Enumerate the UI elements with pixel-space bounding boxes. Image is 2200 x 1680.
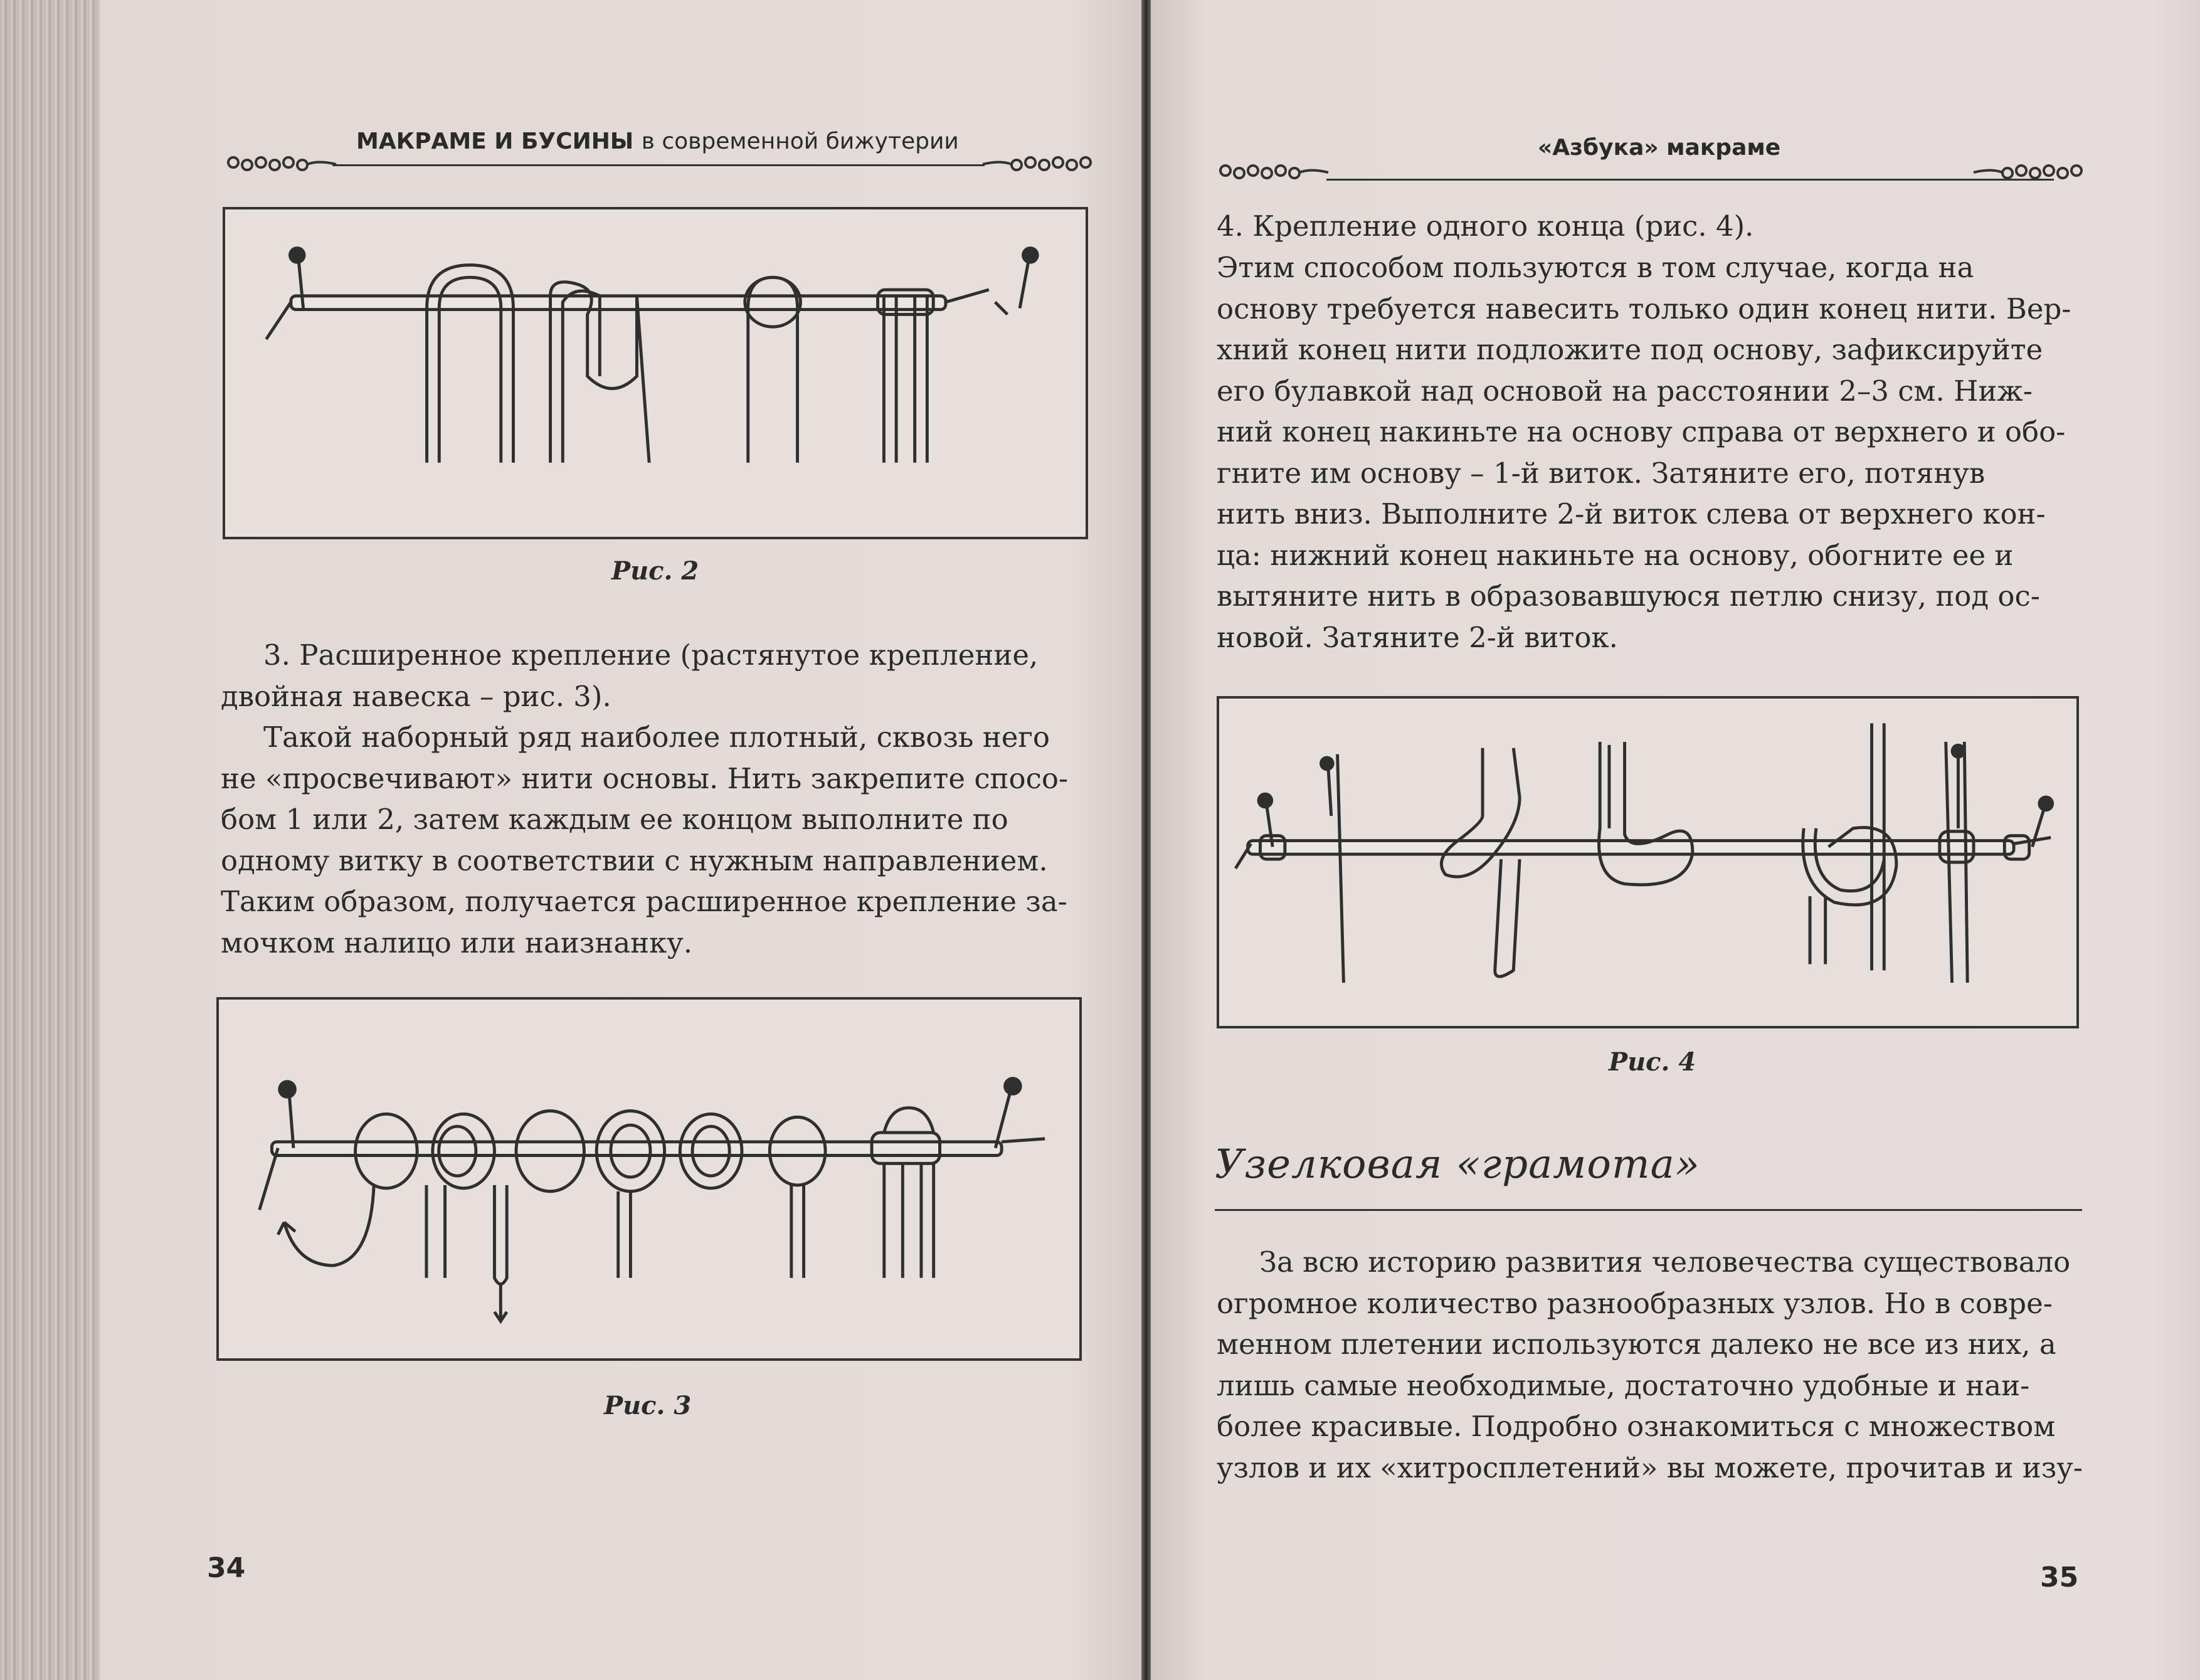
figure-3-frame [216,997,1082,1361]
figure-3-caption: Рис. 3 [604,1391,692,1420]
paragraph-4-heading [1217,206,1753,247]
book-gutter [1141,0,1151,1680]
running-head-light: в современной бижутерии [641,129,959,154]
section-title: Узелковая «грамота» [1215,1141,1700,1188]
text-line: менном плетении используются далеко не все из них, а [1217,1328,2056,1361]
figure-4-frame [1217,696,2079,1028]
text-line: лишь самые необходимые, достаточно удобные и наи- [1217,1368,2030,1402]
page-edges [0,0,100,1680]
text-line: Такой наборный ряд наиболее плотный, сквозь него [263,721,1050,754]
head-rule-left [332,164,985,166]
text-line: огромное количество разнообразных узлов. Но в совре- [1217,1286,2053,1320]
text-line: не «просвечивают» нити основы. Нить закрепите спосо- [221,761,1069,795]
ornament-left-icon [225,154,337,175]
head-rule-right [1326,179,2054,181]
paragraph-body-left [221,717,1068,963]
macrame-illustration-icon [1219,699,2076,1026]
paragraph-3-heading [221,635,1039,717]
text-line: ний конец накиньте на основу справа от верхнего и обо- [1217,415,2066,448]
figure-2-frame [223,207,1088,539]
text-line: бом 1 или 2, затем каждым ее концом выполните по [221,803,1008,836]
text-line: 3. Расширенное крепление (растянутое крепление, [263,638,1039,672]
text-line: ца: нижний конец накиньте на основу, обогните ее и [1217,538,2014,572]
paragraph-body-right-2 [1217,1242,2083,1488]
macrame-illustration-icon [225,209,1086,537]
text-line: 4. Крепление одного конца (рис. 4). [1217,209,1754,243]
text-line: его булавкой над основой на расстоянии 2–3 см. Ниж- [1217,374,2033,408]
text-line: Этим способом пользуются в том случае, когда на [1217,251,1974,284]
text-line: нить вниз. Выполните 2-й виток слева от верхнего кон- [1217,497,2046,531]
text-line: хний конец нити подложите под основу, зафиксируйте [1217,333,2043,366]
macrame-illustration-icon [219,1000,1079,1358]
ornament-right-icon [1972,162,2085,183]
text-line: Таким образом, получается расширенное крепление за- [221,885,1067,918]
page-number-right: 35 [2040,1561,2079,1593]
running-head-left [356,129,959,154]
right-page [1151,0,2200,1680]
text-line: вытяните нить в образовавшуюся петлю снизу, под ос- [1217,579,2040,613]
figure-2-caption: Рис. 2 [611,556,699,586]
text-line: мочком налицо или наизнанку. [221,926,693,959]
text-line: новой. Затяните 2-й виток. [1217,620,1618,654]
ornament-left-icon [1217,162,1330,183]
text-line: основу требуется навесить только один конец нити. Вер- [1217,292,2071,325]
ornament-right-icon [981,154,1094,175]
text-line: одному витку в соответствии с нужным направлением. [221,843,1048,877]
section-rule [1215,1209,2082,1211]
text-line: За всю историю развития человечества существовало [1259,1245,2071,1279]
text-line: более красивые. Подробно ознакомиться с множеством [1217,1410,2056,1443]
text-line: узлов и их «хитросплетений» вы можете, прочитав и изу- [1217,1450,2083,1484]
running-head-right: «Азбука» макраме [1538,135,1781,161]
text-line: гните им основу – 1-й виток. Затяните его, потянув [1217,456,1986,490]
page-number-left: 34 [207,1552,246,1584]
text-line: двойная навеска – рис. 3). [221,679,611,713]
figure-4-caption: Рис. 4 [1609,1047,1696,1077]
running-head-bold: МАКРАМЕ И БУСИНЫ [356,129,634,154]
paragraph-body-right-1 [1217,247,2071,658]
